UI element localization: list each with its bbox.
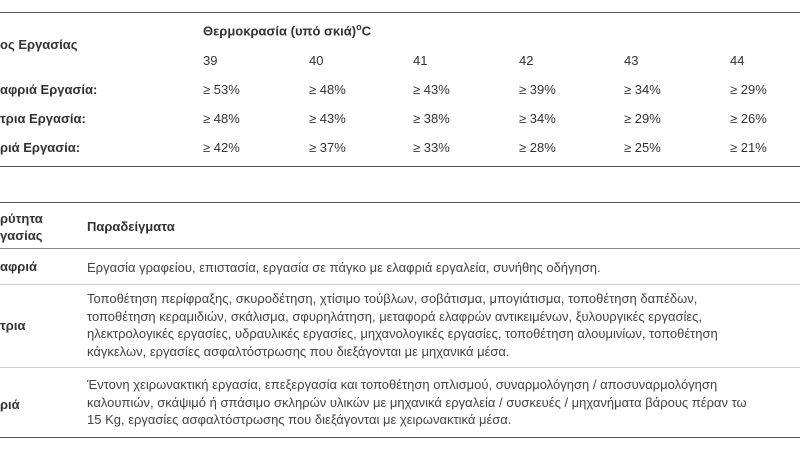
table2-header-line1: ρύτητα — [0, 211, 43, 226]
table-cell: ≥ 26% — [730, 111, 767, 126]
table2-header-examples: Παραδείγματα — [87, 219, 175, 234]
table-cell: ≥ 39% — [519, 82, 556, 97]
row-label-light-work: αφριά Εργασία: — [0, 82, 98, 97]
table-cell: ≥ 53% — [203, 82, 240, 97]
table-cell: ≥ 43% — [309, 111, 346, 126]
temp-col-42: 42 — [519, 53, 534, 68]
table-cell: ≥ 34% — [519, 111, 556, 126]
temperature-unit: C — [361, 23, 371, 39]
table-cell: ≥ 37% — [309, 140, 346, 155]
text-line: καλουπιών, σκάψιμό ή σπάσιμο σκληρών υλικών με μηχανικά εργαλεία / συσκευές / μηχανήματα βάρους πέραν τω — [87, 394, 747, 410]
table-cell: ≥ 42% — [203, 140, 240, 155]
temp-col-40: 40 — [309, 53, 324, 68]
row-divider — [0, 284, 800, 285]
temp-col-43: 43 — [624, 53, 639, 68]
table-cell: ≥ 38% — [413, 111, 450, 126]
text-line: κάγκελων, εργασίες ασφαλτόστρωσης που διεξάγονται με μηχανικά μέσα. — [87, 343, 510, 359]
table1-header-work-category: ος Εργασίας — [0, 37, 78, 52]
examples-heavy-text — [87, 376, 800, 429]
temperature-degree-symbol: o — [356, 22, 362, 32]
row-label-light: αφριά — [0, 259, 37, 274]
table-cell: ≥ 43% — [413, 82, 450, 97]
text-line: τοποθέτηση κεραμιδιών, σκάλισμα, σφυρηλάτηση, μεταφορά ελαφρών αντικειμένων, ξυλουργικές εργασίες, — [87, 308, 703, 324]
table-cell: ≥ 48% — [309, 82, 346, 97]
temperature-header-text: Θερμοκρασία (υπό σκιά) — [203, 23, 357, 39]
table-cell: ≥ 29% — [730, 82, 767, 97]
table2-top-rule — [0, 202, 800, 203]
table1-header-temperature — [203, 22, 371, 38]
table1-bottom-rule — [0, 166, 800, 167]
temp-col-44: 44 — [730, 53, 745, 68]
temp-col-41: 41 — [413, 53, 428, 68]
temp-col-39: 39 — [203, 53, 218, 68]
text-line: Έντονη χειρωνακτική εργασία, επεξεργασία και τοποθέτηση οπλισμού, συναρμολόγηση / αποσυναρμολόγηση — [87, 377, 718, 392]
table2-bottom-rule — [0, 437, 800, 438]
table-cell: ≥ 25% — [624, 140, 661, 155]
row-label-heavy: ριά — [0, 397, 20, 412]
table-cell: ≥ 33% — [413, 140, 450, 155]
table2-header-line2: γασίας — [0, 228, 43, 243]
table1-top-rule — [0, 12, 800, 13]
text-line: Τοποθέτηση περίφραξης, σκυροδέτηση, χτίσιμο τούβλων, σοβάτισμα, μπογιάτισμα, τοποθέτηση δαπέδων, — [87, 291, 698, 306]
table-cell: ≥ 34% — [624, 82, 661, 97]
table2-header-intensity — [0, 210, 43, 244]
row-label-moderate-work: τρια Εργασία: — [0, 111, 86, 126]
table-cell: ≥ 21% — [730, 140, 767, 155]
row-divider — [0, 367, 800, 368]
text-line: ηλεκτρολογικές εργασίες, υδραυλικές εργασίες, μηχανολογικές εργασίες, τοποθέτηση αλουμινίων, τοποθέτηση — [87, 326, 718, 341]
table-cell: ≥ 48% — [203, 111, 240, 126]
text-line: 15 Kg, εργασίες ασφαλτόστρωσης που διεξάγονται με χειρωνακτικά μέσα. — [87, 412, 512, 427]
row-label-heavy-work: ριά Εργασία: — [0, 140, 81, 155]
examples-moderate-text — [87, 290, 800, 360]
text-line: Εργασία γραφείου, επιστασία, εργασία σε πάγκο με ελαφριά εργαλεία, συνήθης οδήγηση. — [87, 260, 601, 275]
examples-light-text — [87, 259, 800, 277]
table-cell: ≥ 28% — [519, 140, 556, 155]
row-label-moderate: τρια — [0, 318, 26, 333]
table2-header-rule — [0, 248, 800, 249]
table-cell: ≥ 29% — [624, 111, 661, 126]
